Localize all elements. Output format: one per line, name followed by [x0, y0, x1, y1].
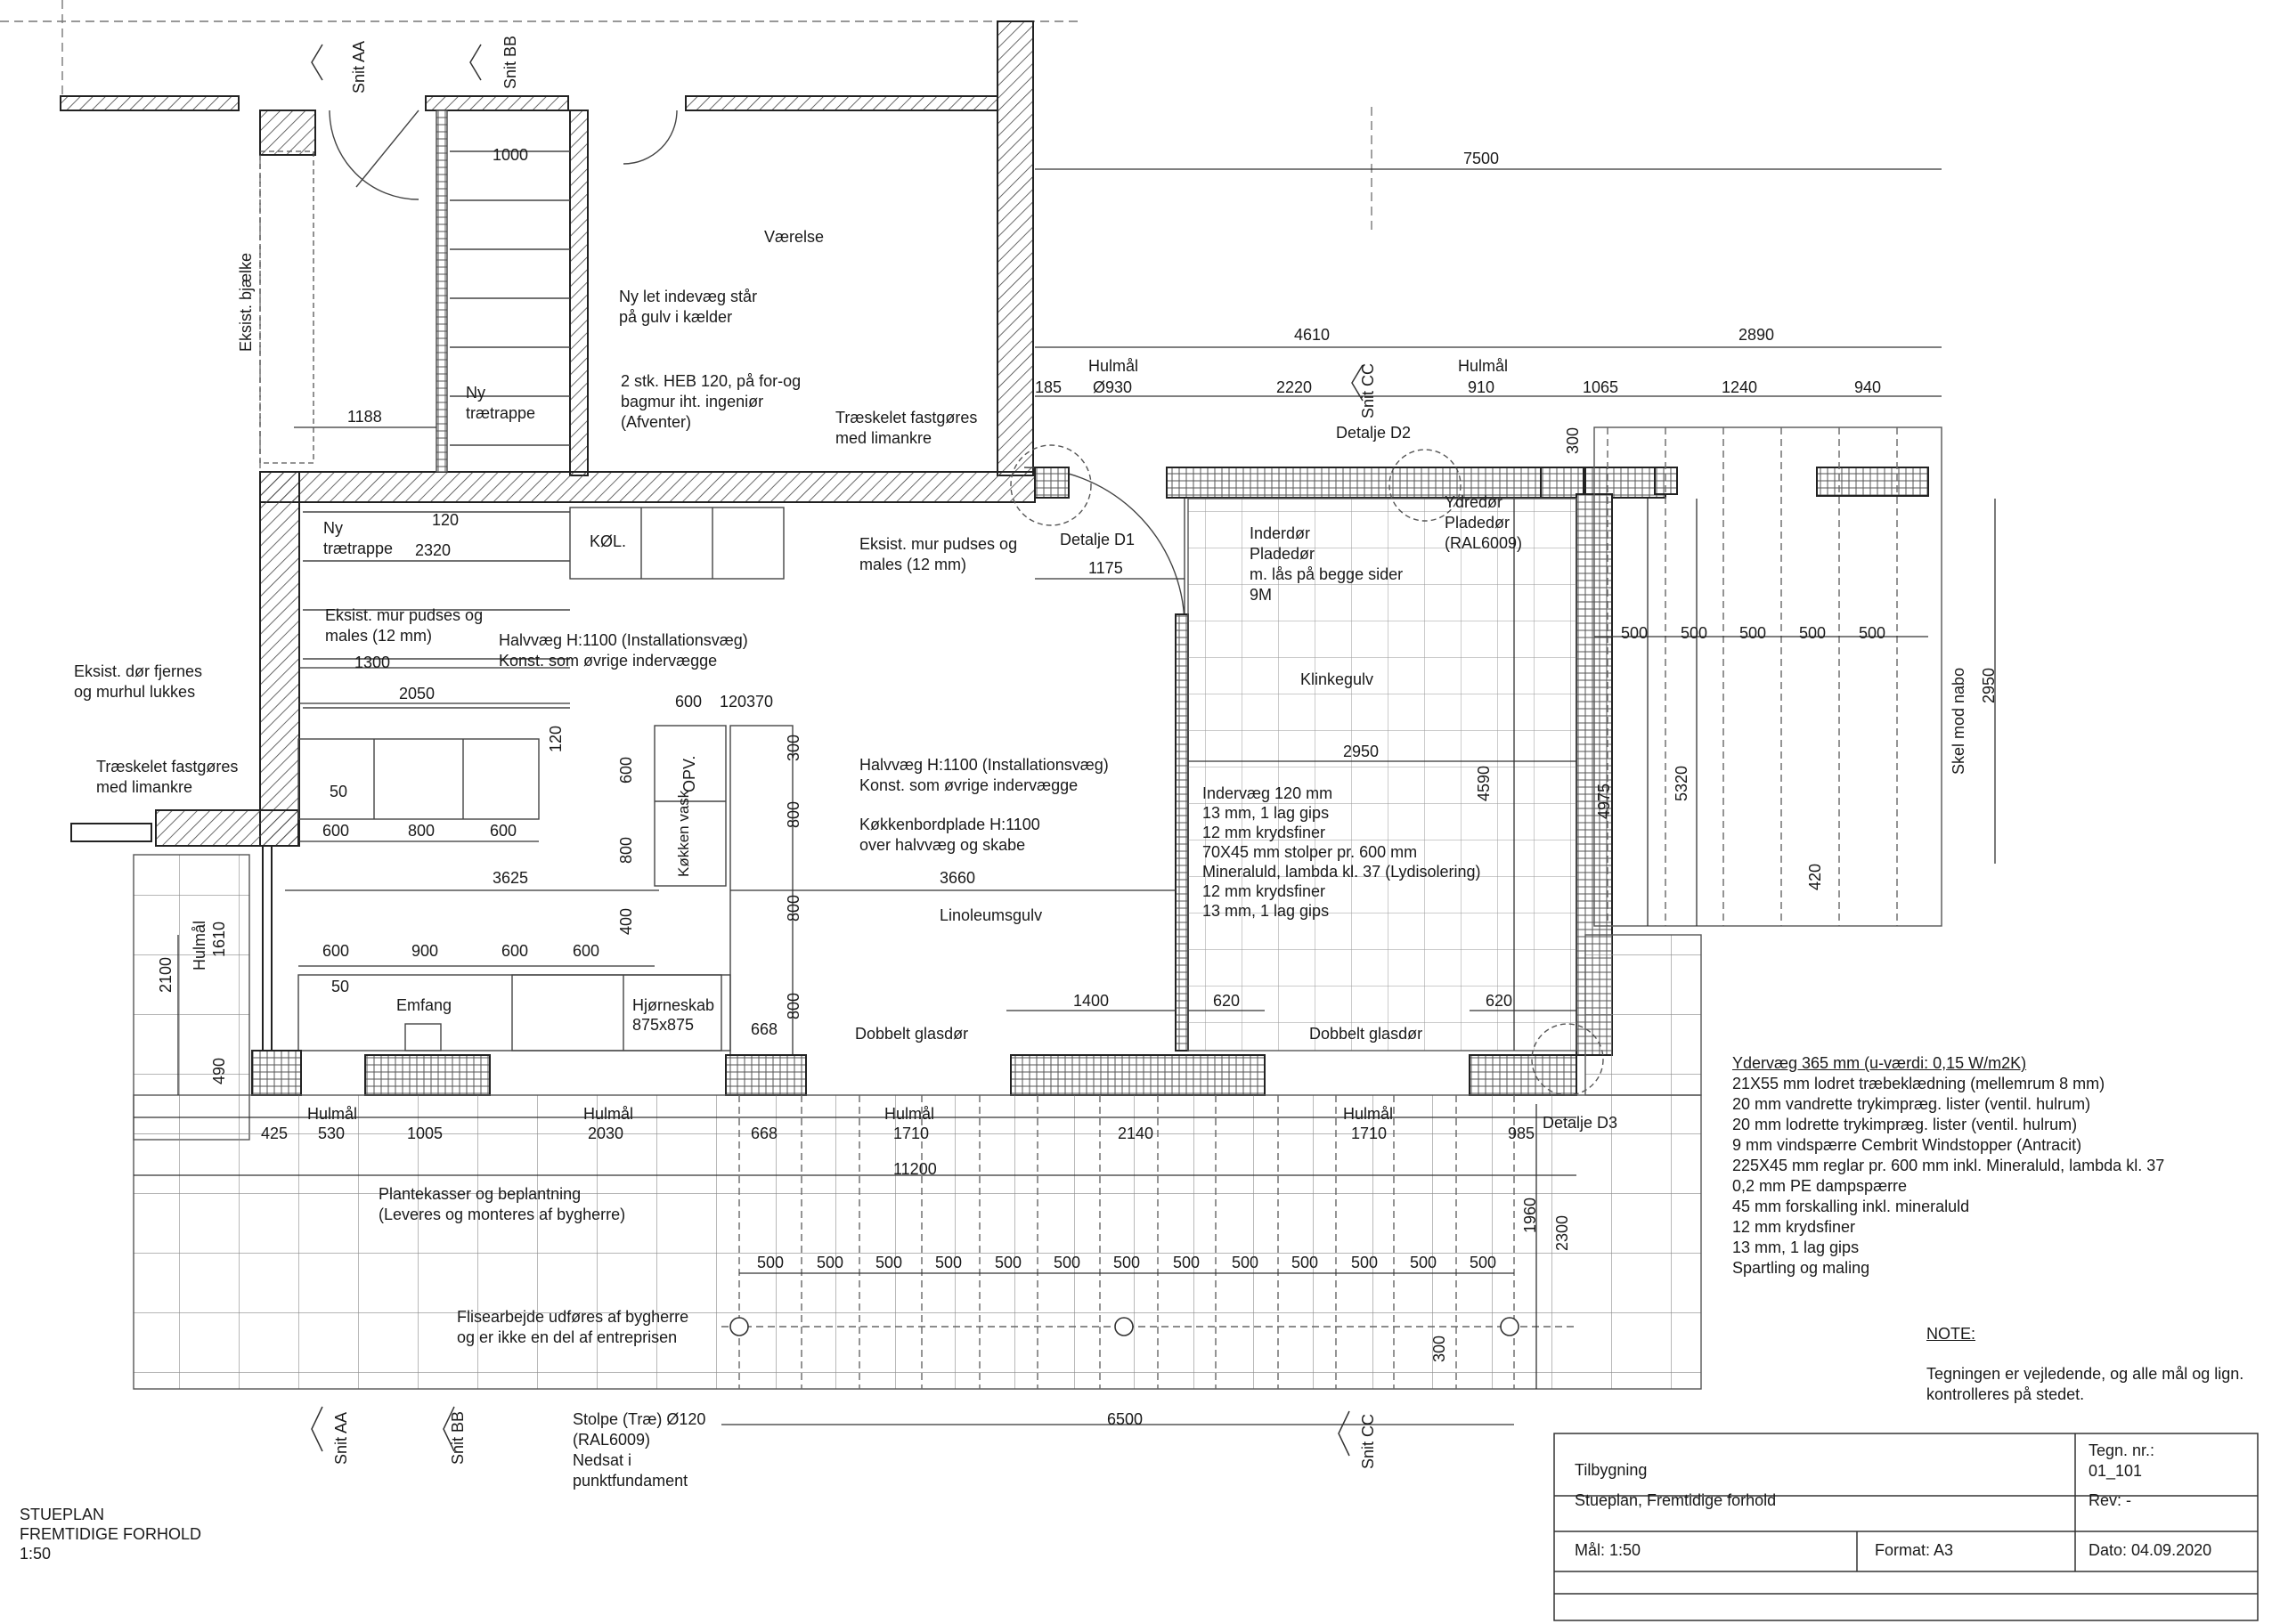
note-indervaeg-6: 12 mm krydsfiner [1202, 882, 1326, 900]
dim-940: 940 [1854, 378, 1882, 396]
dim-185: 185 [1035, 378, 1063, 396]
note-eksist-dor-2: og murhul lukkes [74, 683, 196, 701]
dim-600f: 600 [573, 942, 600, 960]
note-hulmaal-930-1: Hulmål [1088, 357, 1139, 375]
room-kol: KØL. [590, 532, 627, 550]
dim-b500-5: 500 [995, 1254, 1022, 1271]
note-hulmaal-1710b-2: 1710 [1351, 1125, 1388, 1142]
room-kokken-vask: Køkken vask [675, 790, 692, 877]
title-block-project: Tilbygning [1575, 1461, 1648, 1479]
room-vaerelse: Værelse [764, 228, 825, 246]
dim-b500-2: 500 [817, 1254, 844, 1271]
dim-b500-13: 500 [1470, 1254, 1497, 1271]
dim-4590: 4590 [1475, 765, 1493, 801]
note-eksist-mur-1a: Eksist. mur pudses og [859, 535, 1018, 553]
dim-50a: 50 [330, 783, 348, 800]
section-cc-bottom: Snit CC [1359, 1413, 1377, 1469]
spec-line: Spartling og maling [1732, 1259, 1870, 1277]
dim-r500-5: 500 [1859, 624, 1886, 642]
door-swings [330, 110, 1185, 623]
note-hulmaal-1710a-1: Hulmål [884, 1105, 935, 1123]
note-halvvaeg-1b: Konst. som øvrige indervægge [499, 652, 718, 670]
note-hulmaal-2030-2: 2030 [588, 1125, 624, 1142]
note-indervaeg-4: 70X45 mm stolper pr. 600 mm [1202, 843, 1418, 861]
note-ny-let-indevaeg-2: på gulv i kælder [619, 308, 733, 326]
note-eksist-bjaelke: Eksist. bjælke [237, 252, 255, 352]
spec-title: Ydervæg 365 mm (u-værdi: 0,15 W/m2K) [1732, 1054, 2027, 1072]
section-cc-mid: Snit CC [1359, 362, 1377, 418]
note-skel-mod-nabo: Skel mod nabo [1950, 667, 1967, 775]
title-block-tegn-value: 01_101 [2089, 1462, 2143, 1480]
note-kokkenbord-1: Køkkenbordplade H:1100 [859, 816, 1040, 833]
dim-7500: 7500 [1463, 150, 1500, 167]
dim-1005: 1005 [407, 1125, 444, 1142]
dim-2050: 2050 [399, 685, 436, 702]
note-hulmaal-1610-2: 1610 [210, 921, 228, 957]
note-plantekasser-2: (Leveres og monteres af bygherre) [379, 1206, 626, 1223]
dim-4610: 4610 [1294, 326, 1331, 344]
dim-668b: 668 [751, 1125, 778, 1142]
note-flisearbejde-2: og er ikke en del af entreprisen [457, 1328, 678, 1346]
dim-6500: 6500 [1107, 1410, 1144, 1428]
dim-300a: 300 [1564, 426, 1582, 454]
room-emfang: Emfang [396, 996, 452, 1014]
spec-line: 12 mm krydsfiner [1732, 1218, 1856, 1236]
section-bb-top: Snit BB [501, 35, 519, 89]
dim-900: 900 [411, 942, 439, 960]
dim-2140: 2140 [1118, 1125, 1154, 1142]
dim-985: 985 [1508, 1125, 1535, 1142]
note-heb-1: 2 stk. HEB 120, på for-og [621, 372, 802, 390]
dim-300b: 300 [785, 734, 802, 761]
dim-1240: 1240 [1722, 378, 1758, 396]
dim-b500-3: 500 [875, 1254, 903, 1271]
note-hulmaal-1710b-1: Hulmål [1343, 1105, 1394, 1123]
dim-620a: 620 [1213, 992, 1241, 1010]
dim-800v3: 800 [785, 894, 802, 922]
existing-beam [260, 151, 314, 463]
section-aa-bottom: Snit AA [332, 1411, 350, 1465]
dim-120c: 120 [547, 725, 565, 752]
note-hulmaal-1710a-2: 1710 [893, 1125, 930, 1142]
dim-b500-1: 500 [757, 1254, 785, 1271]
dim-1000: 1000 [493, 146, 529, 164]
dim-600v: 600 [617, 756, 635, 784]
note-hulmaal-1610-1: Hulmål [191, 920, 208, 970]
note-stolpe-2: (RAL6009) [573, 1431, 651, 1449]
sheet-scale: 1:50 [20, 1545, 52, 1563]
dim-300c: 300 [1430, 1335, 1448, 1362]
note-inderdor-4: 9M [1250, 586, 1273, 604]
dim-400v: 400 [617, 907, 635, 935]
note-hulmaal-910-2: 910 [1468, 378, 1495, 396]
dim-b500-11: 500 [1351, 1254, 1379, 1271]
note-ny-traetrappe-2a: Ny [323, 519, 343, 537]
dim-1188: 1188 [347, 408, 382, 426]
dim-11200: 11200 [893, 1160, 937, 1178]
dim-b500-9: 500 [1232, 1254, 1259, 1271]
note-line-1: Tegningen er vejledende, og alle mål og lign. [1926, 1365, 2244, 1383]
room-linoleumsgulv: Linoleumsgulv [940, 906, 1043, 924]
note-eksist-mur-1b: males (12 mm) [859, 556, 967, 573]
dim-r500-1: 500 [1621, 624, 1649, 642]
note-flisearbejde-1: Flisearbejde udføres af bygherre [457, 1308, 689, 1326]
title-block-rev: Rev: - [2089, 1491, 2132, 1509]
title-block-format: Format: A3 [1875, 1541, 1954, 1559]
dim-2220: 2220 [1276, 378, 1313, 396]
dim-120a: 120 [432, 511, 460, 529]
title-block-frame [1554, 1433, 2258, 1620]
dim-b500-4: 500 [935, 1254, 963, 1271]
title-block-drawing: Stueplan, Fremtidige forhold [1575, 1491, 1777, 1509]
dim-620b: 620 [1486, 992, 1513, 1010]
dim-2890: 2890 [1738, 326, 1775, 344]
note-traeskelet-1a: Træskelet fastgøres [835, 409, 978, 426]
note-hulmaal-530-1: Hulmål [307, 1105, 358, 1123]
dim-600c: 600 [490, 822, 517, 840]
note-halvvaeg-1a: Halvvæg H:1100 (Installationsvæg) [499, 631, 748, 649]
spec-line: 13 mm, 1 lag gips [1732, 1238, 1860, 1256]
dim-2100: 2100 [157, 956, 175, 993]
note-indervaeg-1: Indervæg 120 mm [1202, 784, 1333, 802]
note-ny-traetrappe-1b: trætrappe [466, 404, 536, 422]
kitchen-units [298, 508, 793, 1055]
note-inderdor-2: Pladedør [1250, 545, 1315, 563]
dim-2950a: 2950 [1343, 743, 1380, 760]
dim-668a: 668 [751, 1020, 778, 1038]
dim-1300: 1300 [354, 654, 391, 671]
spec-line: 225X45 mm reglar pr. 600 mm inkl. Mineraluld, lambda kl. 37 [1732, 1157, 2165, 1174]
note-heb-3: (Afventer) [621, 413, 692, 431]
dim-600a: 600 [675, 693, 703, 710]
note-kokkenbord-2: over halvvæg og skabe [859, 836, 1026, 854]
spec-line: 45 mm forskalling inkl. mineraluld [1732, 1198, 1970, 1215]
dim-r500-4: 500 [1799, 624, 1827, 642]
note-traeskelet-2b: med limankre [96, 778, 193, 796]
note-ydredor-3: (RAL6009) [1445, 534, 1523, 552]
note-stolpe-1: Stolpe (Træ) Ø120 [573, 1410, 706, 1428]
note-detalje-d1: Detalje D1 [1060, 531, 1136, 548]
note-eksist-mur-2b: males (12 mm) [325, 627, 433, 645]
note-traeskelet-1b: med limankre [835, 429, 932, 447]
dim-600e: 600 [501, 942, 529, 960]
section-bb-bottom: Snit BB [449, 1410, 467, 1465]
note-inderdor-1: Inderdør [1250, 524, 1311, 542]
note-eksist-dor-1: Eksist. dør fjernes [74, 662, 203, 680]
dim-r500-3: 500 [1739, 624, 1767, 642]
dim-800v1: 800 [785, 800, 802, 828]
dim-420: 420 [1806, 863, 1824, 890]
spec-line: 9 mm vindspærre Cembrit Windstopper (Antracit) [1732, 1136, 2082, 1154]
note-halvvaeg-2a: Halvvæg H:1100 (Installationsvæg) [859, 756, 1109, 774]
room-hjorneskab-1: Hjørneskab [632, 996, 715, 1014]
note-detalje-d3: Detalje D3 [1543, 1114, 1618, 1132]
sheet-title-2: FREMTIDIGE FORHOLD [20, 1525, 202, 1543]
dim-600b: 600 [322, 822, 350, 840]
dim-2320: 2320 [415, 541, 452, 559]
sheet-title-1: STUEPLAN [20, 1506, 105, 1523]
note-ydredor-1: Ydredør [1445, 493, 1503, 511]
dim-120b: 120 [720, 693, 747, 710]
spec-line: 20 mm vandrette trykimpræg. lister (ventil. hulrum) [1732, 1095, 2091, 1113]
note-hulmaal-530-2: 530 [318, 1125, 346, 1142]
dim-800v4: 800 [785, 992, 802, 1019]
note-ny-traetrappe-2b: trætrappe [323, 540, 394, 557]
spec-line: 20 mm lodrette trykimpræg. lister (ventil. hulrum) [1732, 1116, 2078, 1133]
note-indervaeg-5: Mineraluld, lambda kl. 37 (Lydisolering) [1202, 863, 1481, 881]
dim-3625: 3625 [493, 869, 529, 887]
note-detalje-d2: Detalje D2 [1336, 424, 1412, 442]
note-heb-2: bagmur iht. ingeniør [621, 393, 764, 410]
section-aa-top: Snit AA [350, 40, 368, 93]
note-traeskelet-2a: Træskelet fastgøres [96, 758, 239, 775]
note-halvvaeg-2b: Konst. som øvrige indervægge [859, 776, 1079, 794]
dim-1400: 1400 [1073, 992, 1110, 1010]
note-hulmaal-930-2: Ø930 [1093, 378, 1133, 396]
note-indervaeg-7: 13 mm, 1 lag gips [1202, 902, 1330, 920]
dim-b500-10: 500 [1291, 1254, 1319, 1271]
dim-2950b: 2950 [1980, 667, 1998, 703]
dim-1960: 1960 [1521, 1197, 1539, 1233]
note-hulmaal-910-1: Hulmål [1458, 357, 1509, 375]
note-stolpe-3: Nedsat i [573, 1451, 632, 1469]
note-indervaeg-3: 12 mm krydsfiner [1202, 824, 1326, 841]
note-ny-let-indevaeg-1: Ny let indevæg står [619, 288, 758, 305]
room-klinkegulv: Klinkegulv [1300, 670, 1374, 688]
note-dobbelt-glasdor-2: Dobbelt glasdør [1309, 1025, 1423, 1043]
note-hulmaal-2030-1: Hulmål [583, 1105, 634, 1123]
dim-800a: 800 [408, 822, 436, 840]
dim-3660: 3660 [940, 869, 976, 887]
note-eksist-mur-2a: Eksist. mur pudses og [325, 606, 484, 624]
dim-490: 490 [210, 1057, 228, 1084]
note-stolpe-4: punktfundament [573, 1472, 688, 1490]
dim-50b: 50 [331, 978, 350, 995]
note-ydredor-2: Pladedør [1445, 514, 1510, 532]
note-inderdor-3: m. lås på begge sider [1250, 565, 1404, 583]
dim-1065: 1065 [1583, 378, 1619, 396]
note-plantekasser-1: Plantekasser og beplantning [379, 1185, 582, 1203]
dim-4975: 4975 [1595, 783, 1613, 819]
dim-2300: 2300 [1553, 1214, 1571, 1251]
title-block-date: Dato: 04.09.2020 [2089, 1541, 2212, 1559]
spec-line: 21X55 mm lodret træbeklædning (mellemrum 8 mm) [1732, 1075, 2105, 1092]
title-block-scale: Mål: 1:50 [1575, 1541, 1641, 1559]
dim-b500-12: 500 [1410, 1254, 1437, 1271]
dim-1175: 1175 [1088, 559, 1123, 577]
spec-line: 0,2 mm PE dampspærre [1732, 1177, 1908, 1195]
dim-b500-6: 500 [1054, 1254, 1081, 1271]
dim-5320: 5320 [1673, 765, 1690, 801]
dim-370: 370 [746, 693, 774, 710]
title-block-tegn-label: Tegn. nr.: [2089, 1441, 2155, 1459]
note-indervaeg-2: 13 mm, 1 lag gips [1202, 804, 1330, 822]
room-hjorneskab-2: 875x875 [632, 1016, 695, 1034]
dim-r500-2: 500 [1681, 624, 1708, 642]
dim-b500-8: 500 [1173, 1254, 1201, 1271]
dim-b500-7: 500 [1113, 1254, 1141, 1271]
note-dobbelt-glasdor-1: Dobbelt glasdør [855, 1025, 969, 1043]
dim-425: 425 [261, 1125, 289, 1142]
dim-800v2: 800 [617, 836, 635, 864]
room-opv: OPV. [680, 755, 698, 792]
note-heading: NOTE: [1926, 1325, 1976, 1343]
note-ny-traetrappe-1a: Ny [466, 384, 485, 402]
dim-600d: 600 [322, 942, 350, 960]
note-line-2: kontrolleres på stedet. [1926, 1385, 2085, 1403]
